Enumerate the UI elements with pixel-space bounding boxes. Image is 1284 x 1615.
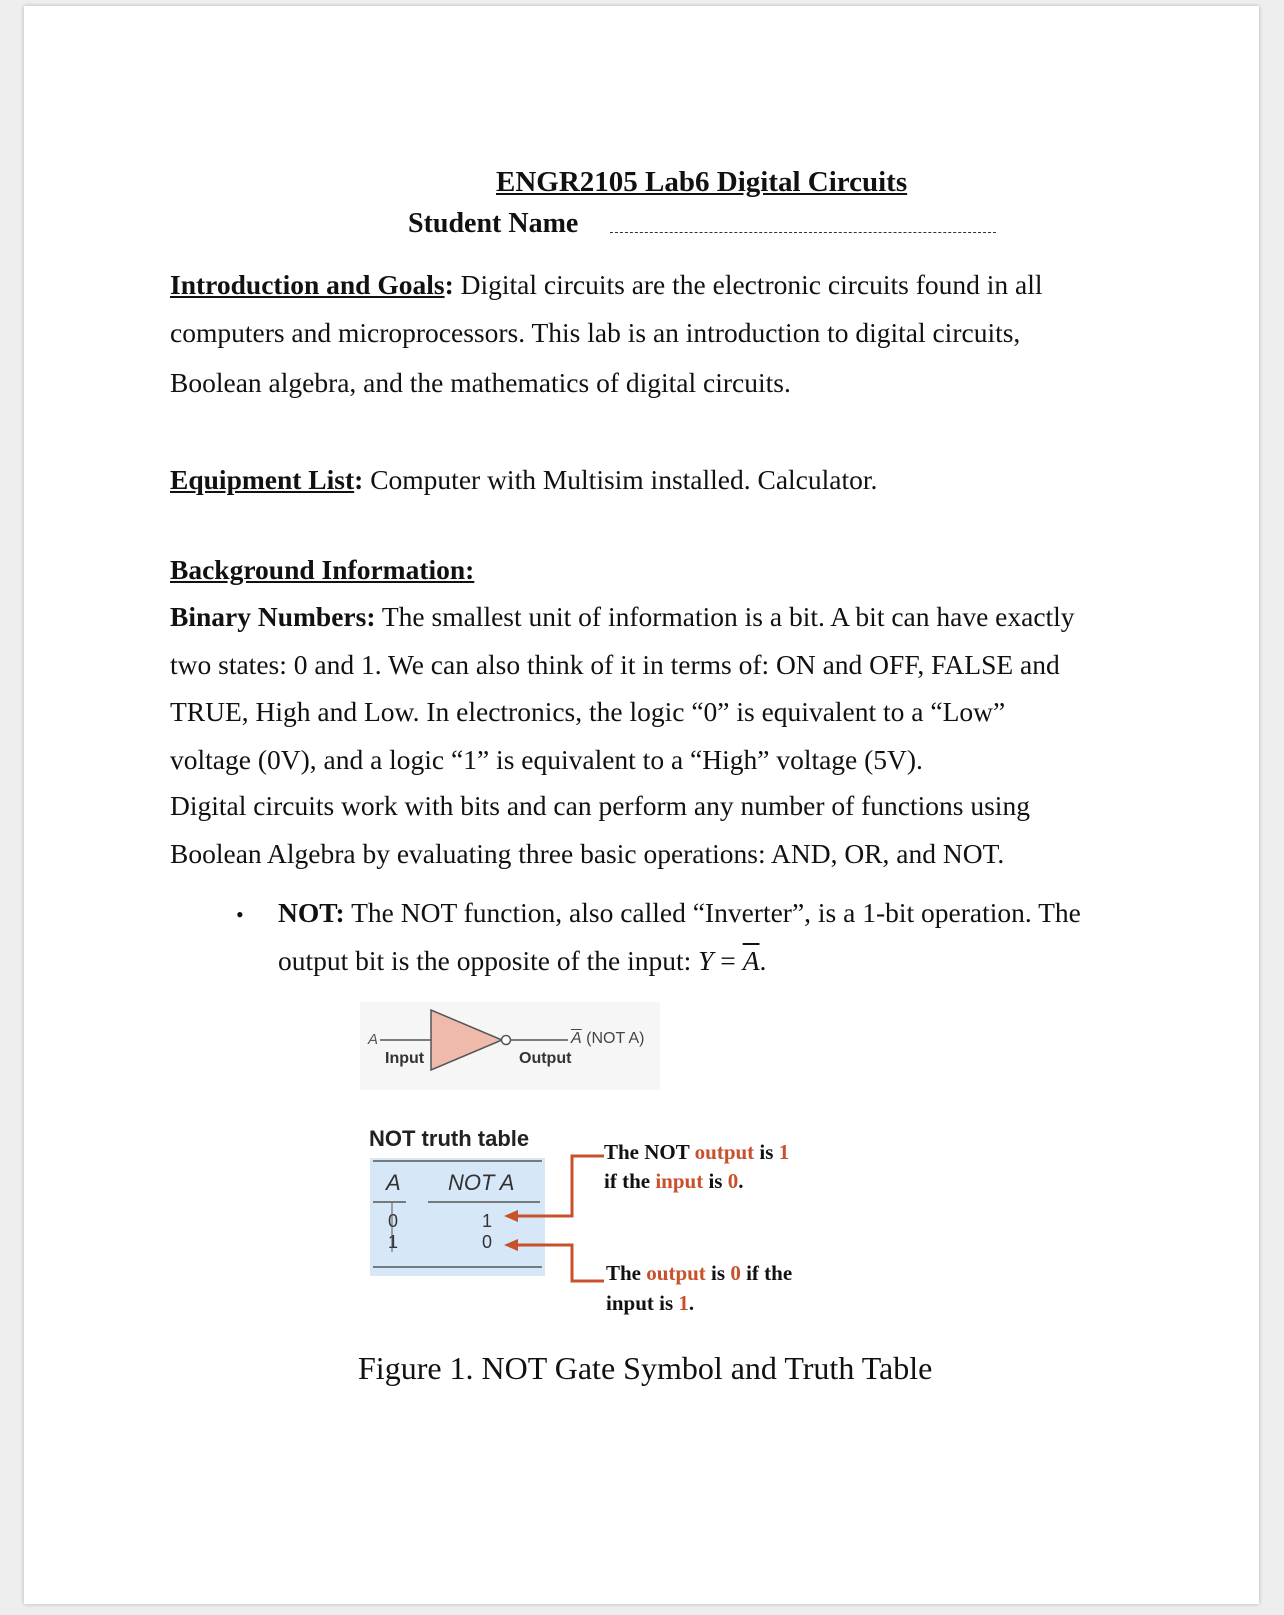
gate-output-expression: $\overline{A}$ (NOT A): [571, 1030, 645, 1047]
table-cell-a-1: 1: [388, 1232, 399, 1252]
callout-arrows: [494, 1146, 614, 1296]
equipment-heading: Equipment List: [170, 464, 355, 495]
not-bullet-line-1: NOT: The NOT function, also called “Inverter”, is a 1-bit operation. The: [278, 897, 1081, 928]
background-line-4: voltage (0V), and a logic “1” is equivalent to a “High” voltage (5V).: [170, 744, 923, 775]
background-line-1: Binary Numbers: The smallest unit of information is a bit. A bit can have exactly: [170, 601, 1075, 632]
intro-line-1: Introduction and Goals: Digital circuits are the electronic circuits found in all: [170, 269, 1043, 300]
gate-input-label: Input: [385, 1050, 425, 1067]
student-name-label: Student Name: [408, 208, 579, 239]
table-cell-a-0: 0: [388, 1211, 399, 1231]
table-cell-not-a-1: 0: [482, 1232, 493, 1252]
not-bullet-line-2: output bit is the opposite of the input: $Y = \overline{A}$.: [278, 945, 767, 976]
gate-input-letter: A: [368, 1031, 379, 1048]
bullet-icon: •: [236, 902, 244, 927]
background-line-2: two states: 0 and 1. We can also think of it in terms of: ON and OFF, FALSE and: [170, 649, 1060, 680]
intro-line-2: computers and microprocessors. This lab is an introduction to digital circuits,: [170, 317, 1021, 348]
equation-y: Y: [698, 945, 714, 976]
background-line-6: Boolean Algebra by evaluating three basic operations: AND, OR, and NOT.: [170, 838, 1005, 869]
figure-caption: Figure 1. NOT Gate Symbol and Truth Table: [358, 1350, 933, 1386]
truth-table-title: NOT truth table: [369, 1126, 530, 1151]
table-cell-not-a-0: 1: [482, 1211, 493, 1231]
background-line-5: Digital circuits work with bits and can perform any number of functions using: [170, 790, 1030, 821]
student-name-blank[interactable]: [610, 232, 996, 233]
annotation-bottom: The output is 0 if the input is 1.: [606, 1261, 793, 1315]
equation-a-bar: $\overline{A}$: [742, 945, 760, 976]
not-label: NOT:: [278, 897, 345, 928]
annotation-top: The NOT output is 1 if the input is 0.: [604, 1140, 790, 1193]
intro-heading: Introduction and Goals: [170, 269, 445, 300]
intro-line-3: Boolean algebra, and the mathematics of digital circuits.: [170, 367, 791, 398]
background-heading: Background Information:: [170, 554, 475, 585]
col-header-a: A: [386, 1170, 401, 1195]
background-line-3: TRUE, High and Low. In electronics, the logic “0” is equivalent to a “Low”: [170, 696, 1006, 727]
binary-numbers-label: Binary Numbers:: [170, 601, 376, 632]
page-title: ENGR2105 Lab6 Digital Circuits: [496, 166, 908, 198]
gate-output-label: Output: [519, 1050, 572, 1067]
equipment-line: Equipment List: Computer with Multisim installed. Calculator.: [170, 464, 878, 495]
document-page: [24, 6, 1259, 1604]
col-header-not-a: NOT A: [448, 1170, 515, 1195]
